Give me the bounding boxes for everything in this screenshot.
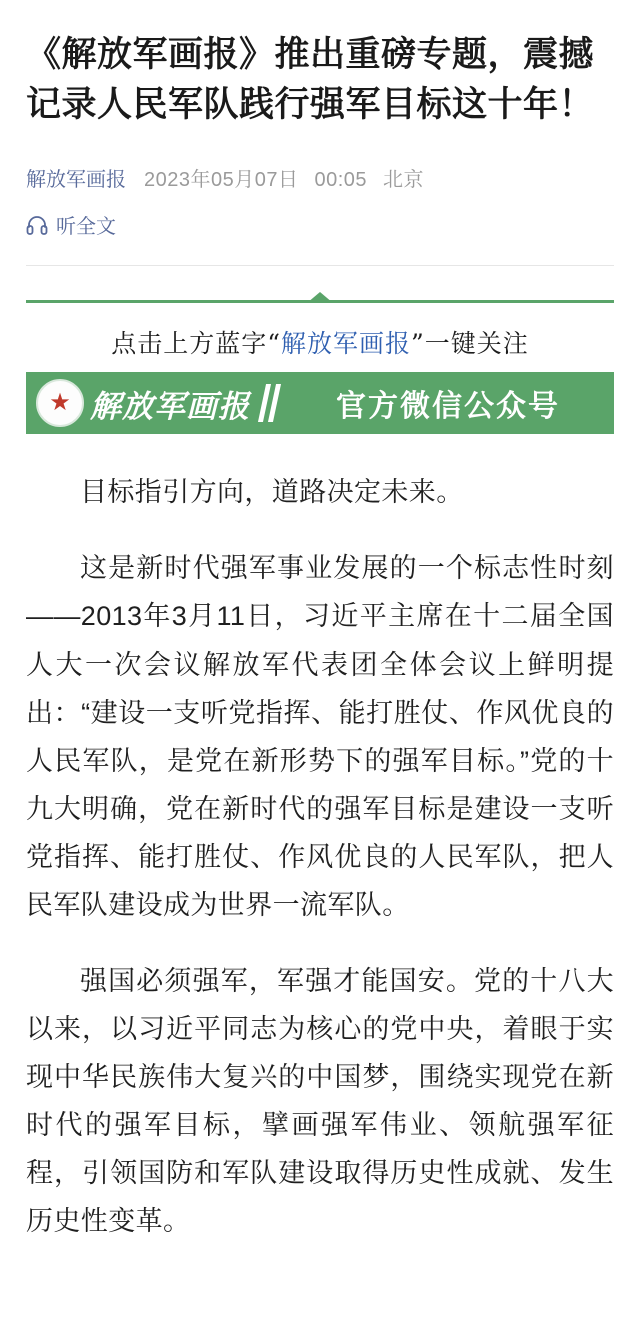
promo-text-prefix: 点击上方蓝字“ <box>111 329 281 359</box>
star-glyph: ★ <box>49 389 71 417</box>
body-paragraph: 强国必须强军，军强才能国安。党的十八大以来，以习近平同志为核心的党中央，着眼于实现中华民族伟大复兴的中国梦，围绕实现党在新时代的强军目标，擘画强军伟业、领航强军征程，引领国防和军队建设取得历史性成就、发生历史性变革。 <box>26 965 614 1237</box>
promo-text <box>26 310 614 372</box>
body-paragraph: 这是新时代强军事业发展的一个标志性时刻——2013年3月11日，习近平主席在十二届全国人大一次会议解放军代表团全体会议上鲜明提出：“建设一支听党指挥、能打胜仗、作风优良的人民军队，是党在新形势下的强军目标。”党的十九大明确，党在新时代的强军目标是建设一支听党指挥、能打胜仗、作风优良的人民军队，把人民军队建设成为世界一流军队。 <box>26 553 614 920</box>
meta-divider <box>26 265 614 266</box>
promo-up-arrow-icon <box>307 292 333 303</box>
article-date: 2023年05月07日 <box>144 169 299 192</box>
promo-text-suffix: ”一键关注 <box>411 329 529 359</box>
page-title: 《解放军画报》推出重磅专题，震撼记录人民军队践行强军目标这十年！ <box>26 35 595 124</box>
article-source-link[interactable]: 解放军画报 <box>26 169 126 192</box>
body-paragraph: 目标指引方向，道路决定未来。 <box>80 477 464 508</box>
follow-promo-banner[interactable] <box>26 292 614 434</box>
article-location: 北京 <box>383 169 425 192</box>
promo-text-highlight: 解放军画报 <box>281 329 412 359</box>
official-account-label: 官方微信公众号 <box>336 389 560 425</box>
headphone-icon <box>26 214 48 236</box>
star-emblem-icon <box>36 379 84 427</box>
listen-article-button[interactable] <box>26 210 614 239</box>
separator-bars <box>262 384 282 422</box>
promo-green-bar <box>26 372 614 434</box>
promo-top-decoration <box>26 292 614 310</box>
article-time: 00:05 <box>314 169 368 192</box>
listen-article-label: 听全文 <box>56 216 116 239</box>
article-body <box>26 468 614 1245</box>
article-meta <box>26 163 614 192</box>
publication-logo-text: 解放军画报 <box>90 388 250 425</box>
